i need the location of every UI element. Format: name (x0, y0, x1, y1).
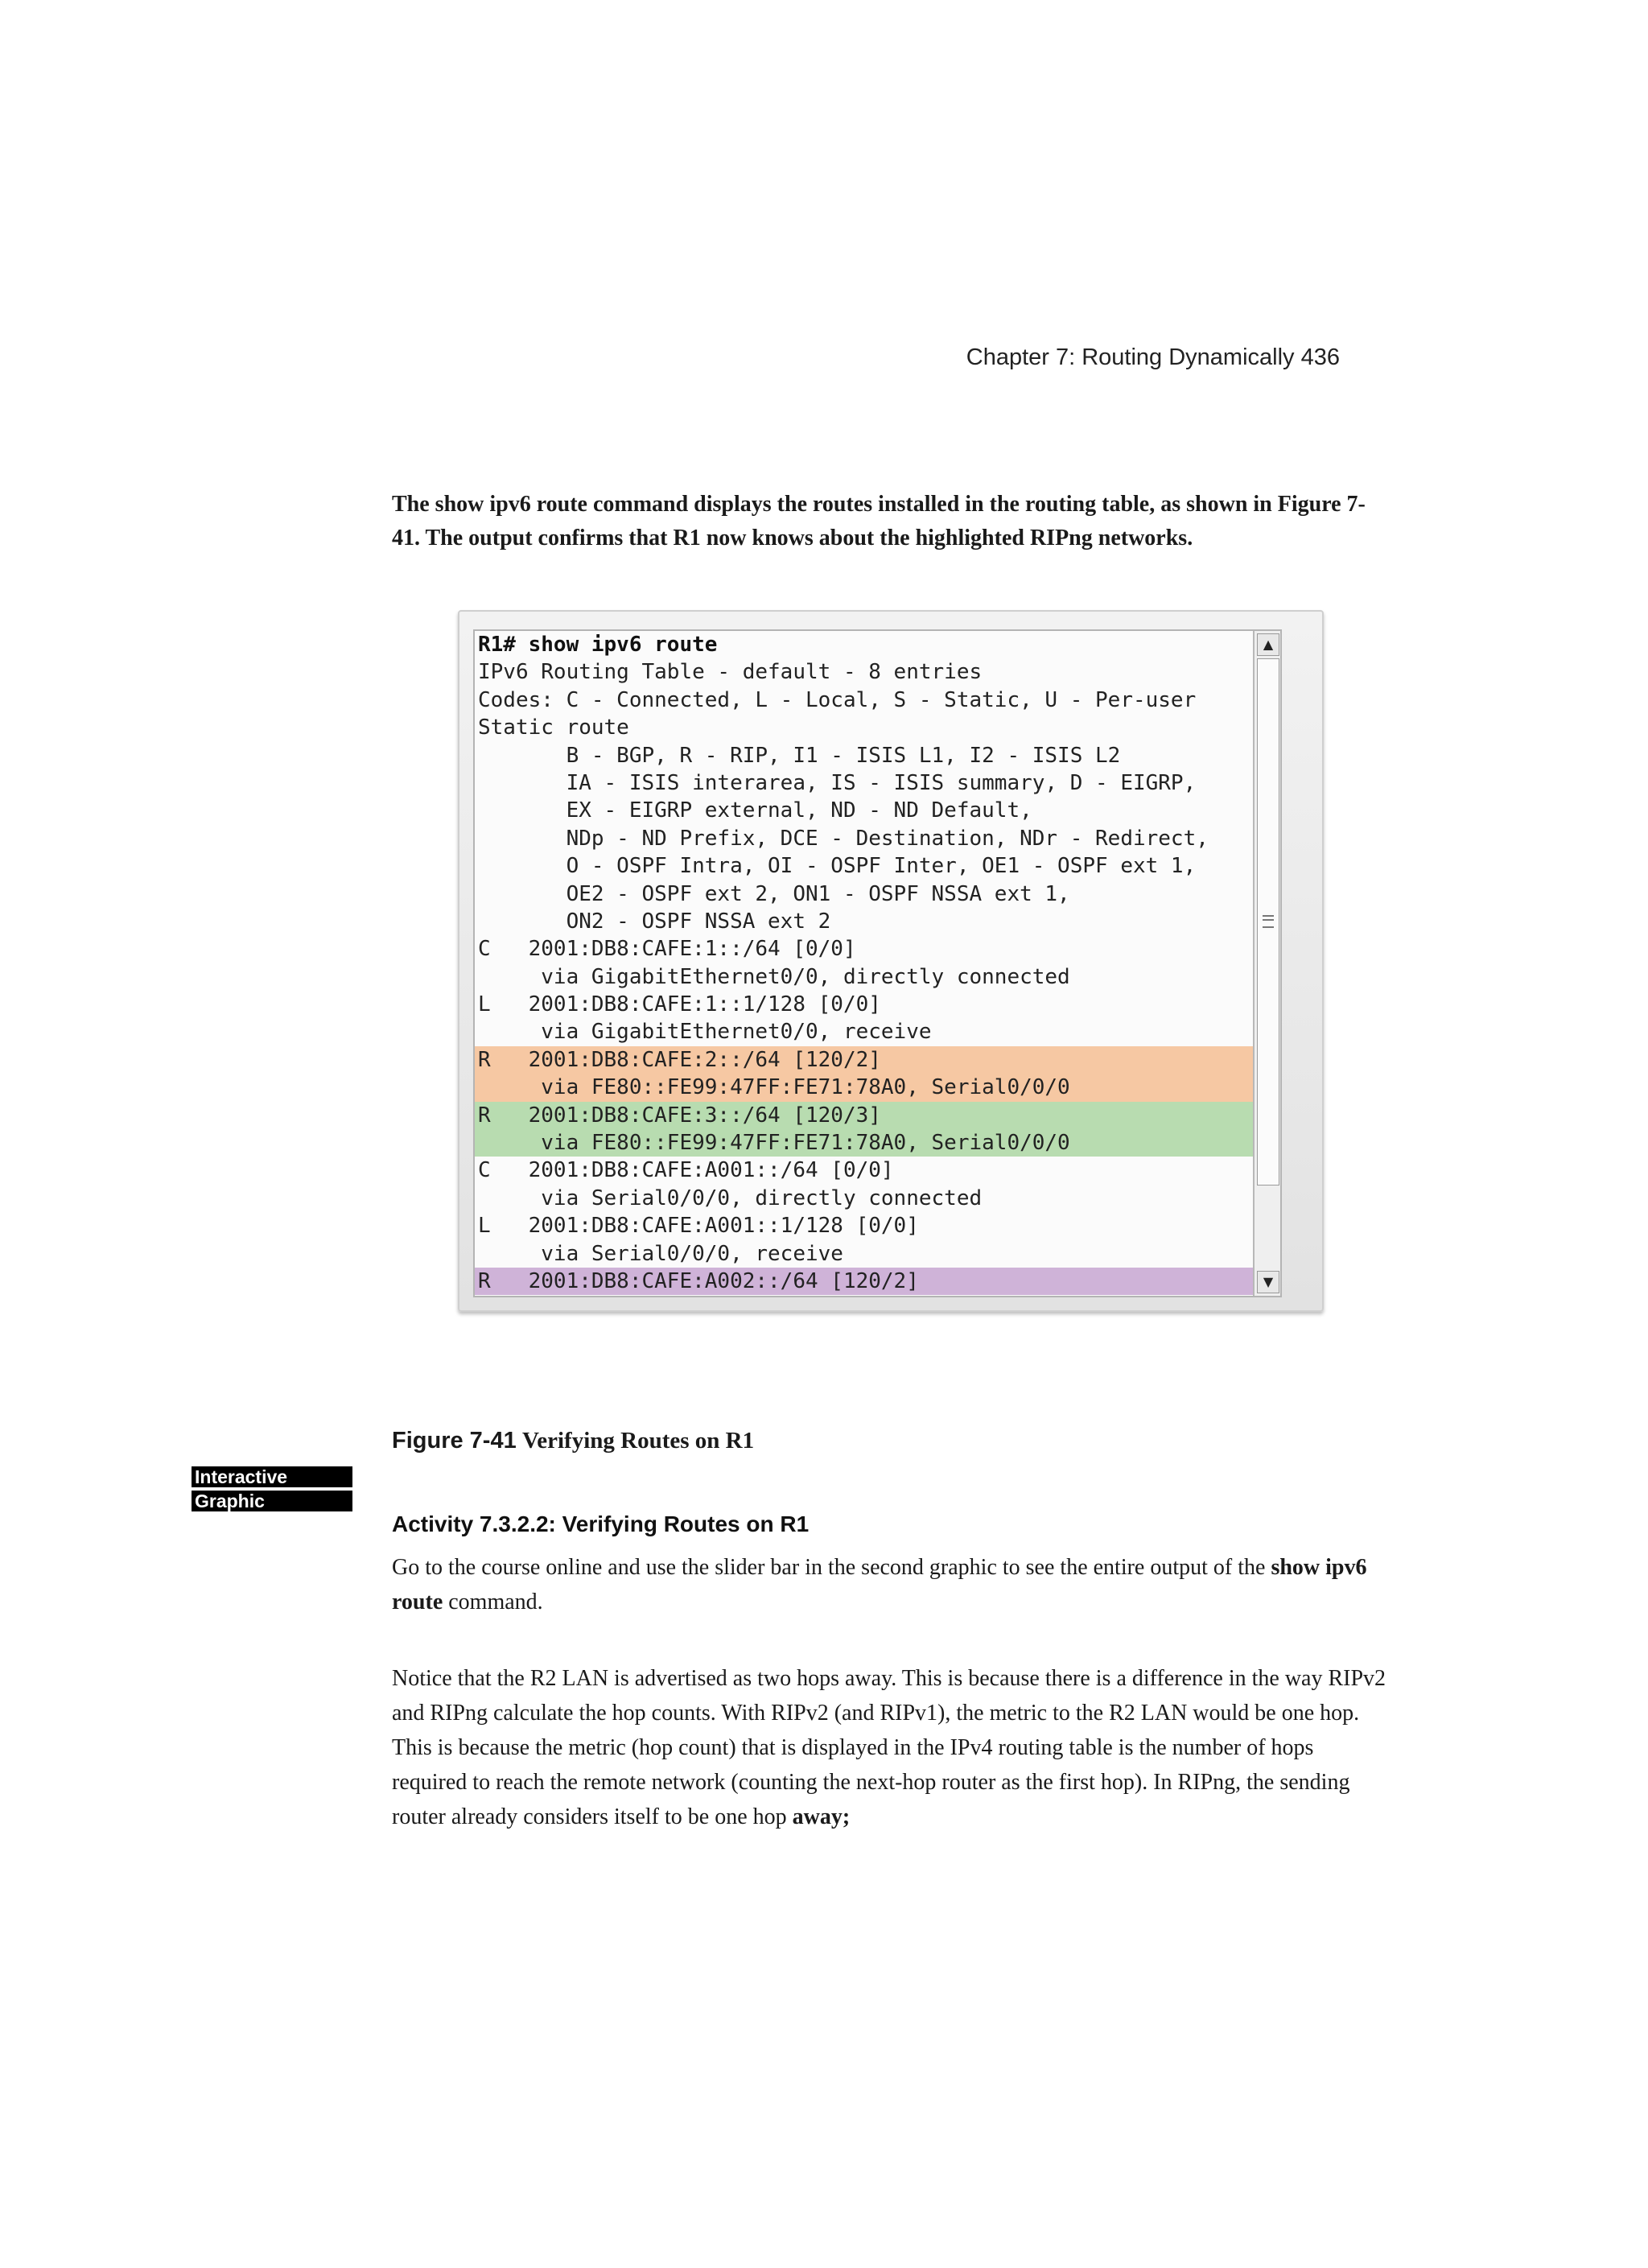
scroll-up-arrow-icon[interactable]: ▲ (1257, 633, 1279, 656)
activity-paragraph-1 (392, 1550, 1390, 1619)
terminal-line: via FE80::FE99:47FF:FE71:78A0, Serial0/0/0 (475, 1129, 1280, 1157)
terminal-line: ON2 - OSPF NSSA ext 2 (478, 909, 831, 934)
terminal-output[interactable] (473, 629, 1282, 1297)
activity-title: Activity 7.3.2.2: Verifying Routes on R1 (392, 1511, 810, 1536)
terminal-line: R 2001:DB8:CAFE:A002::/64 [120/2] (475, 1268, 1280, 1295)
terminal-line: IA - ISIS interarea, IS - ISIS summary, D - EIGRP, (478, 770, 1197, 795)
figure-title: Verifying Routes on R1 (521, 1428, 755, 1454)
terminal-line: Codes: C - Connected, L - Local, S - Static, U - Per-user (478, 687, 1197, 712)
terminal-line: via Serial0/0/0, directly connected (478, 1186, 983, 1210)
terminal-line: via GigabitEthernet0/0, receive (478, 1020, 932, 1045)
page-header: Chapter 7: Routing Dynamically 436 (966, 344, 1340, 370)
terminal-lines (475, 631, 1280, 1295)
badge-line-1: Interactive (192, 1466, 352, 1487)
terminal-line: O - OSPF Intra, OI - OSPF Inter, OE1 - OSPF ext 1, (478, 854, 1197, 879)
terminal-line: via Serial0/0/0, receive (478, 1241, 843, 1266)
interactive-graphic-badge (192, 1466, 352, 1515)
terminal-line: EX - EIGRP external, ND - ND Default, (478, 798, 1032, 823)
figure-label: Figure 7-41 (392, 1428, 517, 1454)
terminal-line: L 2001:DB8:CAFE:A001::1/128 [0/0] (478, 1214, 919, 1239)
terminal-line: L 2001:DB8:CAFE:1::1/128 [0/0] (478, 992, 881, 1017)
terminal-line: Static route (478, 715, 629, 740)
badge-line-2: Graphic (192, 1491, 352, 1511)
activity-paragraph-2 (392, 1661, 1390, 1834)
scroll-thumb[interactable] (1257, 658, 1279, 1186)
p1-command: show ipv6 route (392, 1555, 1367, 1614)
terminal-line: OE2 - OSPF ext 2, ON1 - OSPF NSSA ext 1, (478, 881, 1070, 906)
terminal-line: R1# show ipv6 route (478, 633, 718, 657)
p1-text-start: Go to the course online and use the slider bar in the second graphic to see the entire output of the (392, 1555, 1271, 1580)
terminal-line: B - BGP, R - RIP, I1 - ISIS L1, I2 - ISIS L2 (478, 743, 1121, 768)
figure-caption (392, 1428, 754, 1454)
p2-bold-word: away; (792, 1804, 851, 1829)
vertical-scrollbar[interactable] (1253, 631, 1280, 1296)
terminal-line: via GigabitEthernet0/0, directly connected (478, 964, 1070, 989)
p2-text: Notice that the R2 LAN is advertised as two hops away. This is because there is a difference in the way RIPv2 and RIPng calculate the hop counts. With RIPv2 (and RIPv1), the metric to the R2 LAN would be one hop. This is because the metric (hop count) that is displayed in the IPv4 routing table is the number of hops required to reach the remote network (counting the next-hop router as the first hop). In RIPng, the sending router already considers itself to be one hop (392, 1666, 1386, 1829)
terminal-line: NDp - ND Prefix, DCE - Destination, NDr - Redirect, (478, 826, 1209, 851)
p1-text-end: command. (443, 1590, 543, 1614)
terminal-line: via FE80::FE99:47FF:FE71:78A0, Serial0/0/0 (475, 1074, 1280, 1101)
terminal-line: IPv6 Routing Table - default - 8 entries (478, 660, 983, 685)
intro-paragraph: The show ipv6 route command displays the routes installed in the routing table, as shown in Figure 7-41. The output confirms that R1 now knows about the highlighted RIPng networks. (392, 492, 1366, 551)
terminal-line: C 2001:DB8:CAFE:1::/64 [0/0] (478, 937, 856, 962)
terminal-figure (458, 610, 1324, 1312)
scroll-down-arrow-icon[interactable]: ▼ (1257, 1271, 1279, 1293)
grip-icon (1263, 915, 1274, 928)
terminal-line: C 2001:DB8:CAFE:A001::/64 [0/0] (478, 1158, 894, 1183)
terminal-line: R 2001:DB8:CAFE:3::/64 [120/3] (475, 1102, 1280, 1129)
terminal-line: R 2001:DB8:CAFE:2::/64 [120/2] (475, 1046, 1280, 1074)
